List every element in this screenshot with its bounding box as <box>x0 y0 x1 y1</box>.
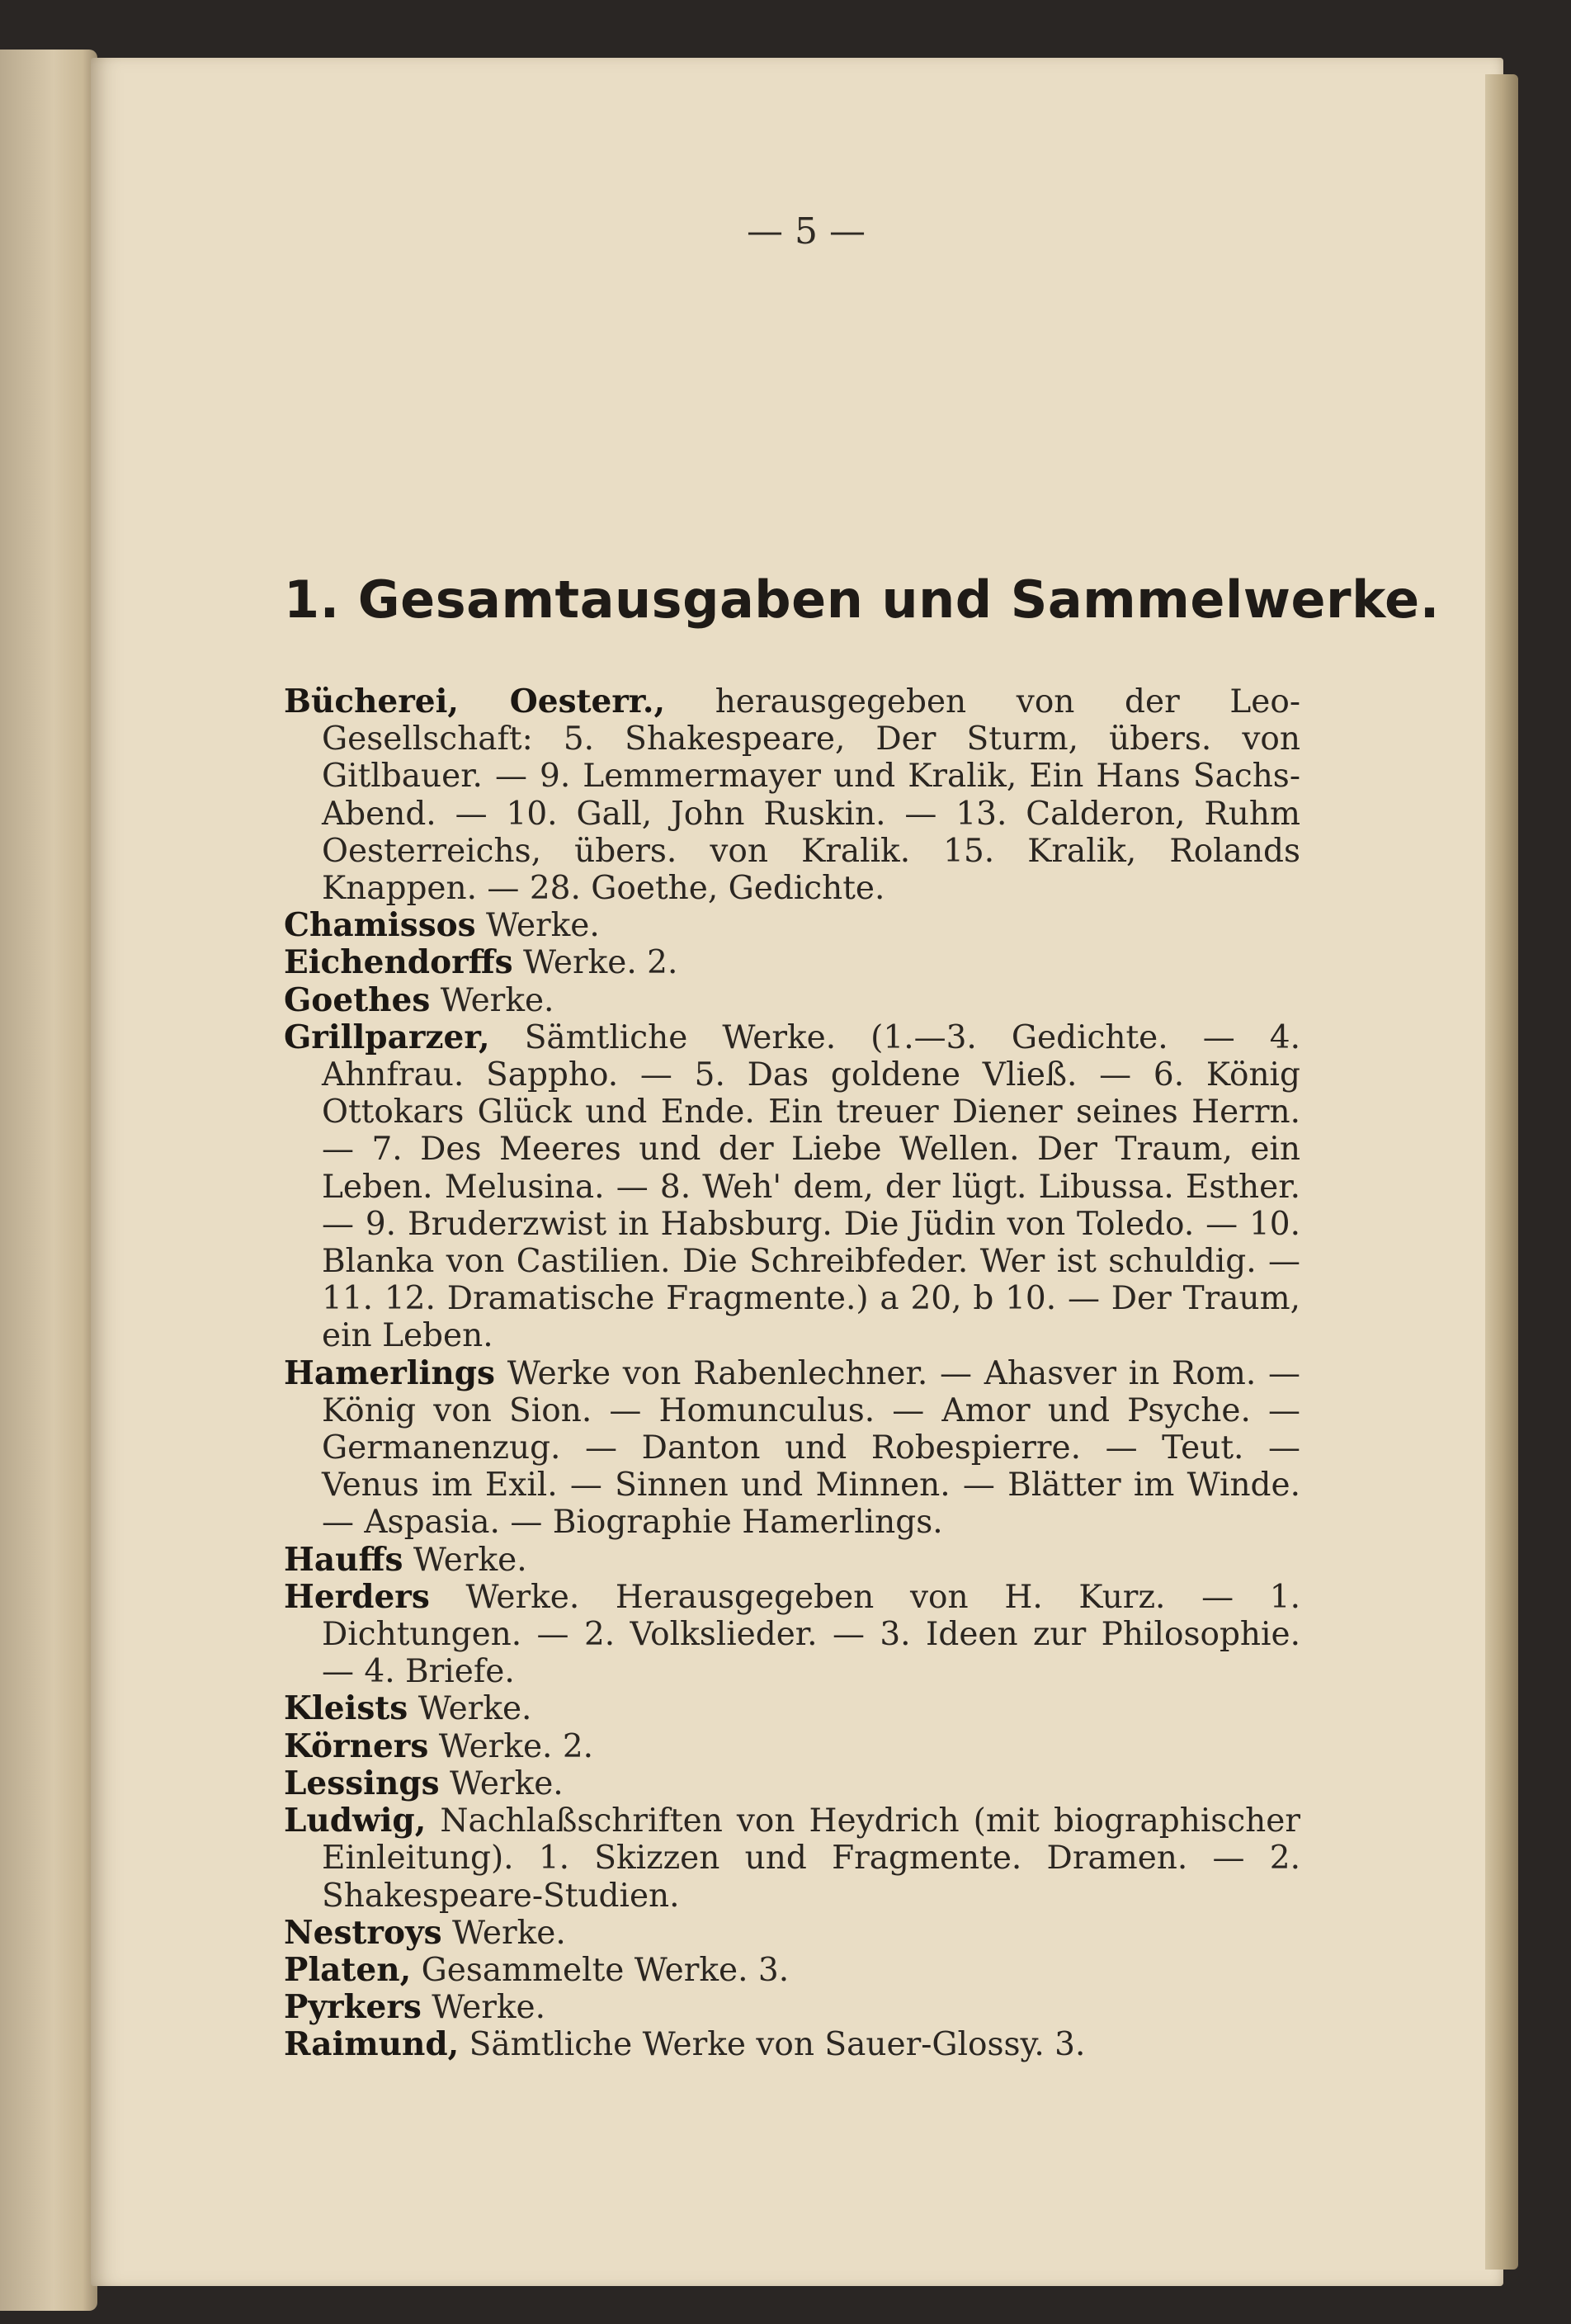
entry-head: Hauffs <box>284 1540 403 1579</box>
entry-text: Werke. Herausgegeben von H. Kurz. — 1. Dichtungen. — 2. Volkslieder. — 3. Ideen zur Philosophie. — 4. Briefe. <box>322 1578 1300 1691</box>
entry-text: Sämtliche Werke. (1.—3. Gedichte. — 4. Ahnfrau. Sappho. — 5. Das goldene Vließ. — 6. König Ottokars Glück und Ende. Ein treuer Diener seines Herrn. — 7. Des Meeres und der Liebe Wellen. Der Traum, ein Leben. Melusina. — 8. Weh' dem, der lügt. Libussa. Esther. — 9. Bruderzwist in Habsburg. Die Jüdin von Toledo. — 10. Blanka von Castilien. Die Schreibfeder. Wer ist schuldig. — 11. 12. Dramatische Fragmente.) a 20, b 10. — Der Traum, ein Leben. <box>322 1018 1300 1355</box>
entry-head: Nestroys <box>284 1913 442 1952</box>
entry-text: Werke. <box>413 1541 527 1579</box>
entry-head: Körners <box>284 1726 429 1765</box>
entry-list <box>284 683 1300 2064</box>
entry-ludwig <box>284 1802 1300 1915</box>
page-stack-edge <box>1485 74 1518 2270</box>
entry-head: Lessings <box>284 1764 440 1802</box>
entry-head: Ludwig, <box>284 1802 427 1840</box>
entry-raimund <box>284 2026 1300 2063</box>
entry-text: Werke. <box>486 907 600 945</box>
facing-page-edge <box>0 50 97 2311</box>
entry-eichendorffs <box>284 944 1300 981</box>
page-number: — 5 — <box>747 210 866 253</box>
entry-head: Goethes <box>284 980 431 1019</box>
entry-platen <box>284 1952 1300 1989</box>
entry-text: Werke. 2. <box>438 1727 594 1765</box>
entry-head: Raimund, <box>284 2025 460 2064</box>
entry-text: Nachlaßschriften von Heydrich (mit biographischer Einleitung). 1. Skizzen und Fragmente. Dramen. — 2. Shakespeare-Studien. <box>322 1802 1301 1915</box>
entry-text: Werke. <box>452 1914 566 1952</box>
entry-kleists <box>284 1690 1300 1727</box>
entry-nestroys <box>284 1915 1300 1952</box>
entry-pyrkers <box>284 1989 1300 2026</box>
entry-text: Werke. <box>440 981 554 1019</box>
entry-head: Platen, <box>284 1950 412 1989</box>
entry-text: herausgegeben von der Leo-Gesellschaft: 5. Shakespeare, Der Sturm, übers. von Gitlbauer. — 9. Lemmermayer und Kralik, Ein Hans Sachs-Abend. — 10. Gall, John Ruskin. — 13. Calderon, Ruhm Oesterreichs, übers. von Kralik. 15. Kralik, Rolands Knappen. — 28. Goethe, Gedichte. <box>322 683 1301 908</box>
entry-buecherei <box>284 683 1300 907</box>
entry-head: Hamerlings <box>284 1353 495 1392</box>
section-heading: 1. Gesamtausgaben und Sammelwerke. <box>284 569 1440 630</box>
entry-lessings <box>284 1765 1300 1802</box>
entry-head: Grillparzer, <box>284 1018 490 1056</box>
entry-hamerlings <box>284 1355 1300 1542</box>
entry-head: Kleists <box>284 1689 408 1728</box>
entry-text: Werke. <box>432 1989 546 2027</box>
entry-text: Gesammelte Werke. 3. <box>421 1951 790 1989</box>
entry-head: Herders <box>284 1577 430 1616</box>
entry-hauffs <box>284 1542 1300 1579</box>
entry-head: Chamissos <box>284 906 476 945</box>
entry-text: Werke. 2. <box>523 944 678 982</box>
entry-grillparzer <box>284 1019 1300 1355</box>
entry-herders <box>284 1579 1300 1691</box>
entry-text: Sämtliche Werke von Sauer-Glossy. 3. <box>469 2026 1086 2064</box>
entry-text: Werke. <box>449 1764 564 1802</box>
entry-head: Pyrkers <box>284 1988 422 2027</box>
entry-text: Werke. <box>418 1690 532 1728</box>
entry-head: Eichendorffs <box>284 943 513 982</box>
entry-goethes <box>284 982 1300 1019</box>
entry-text: Werke von Rabenlechner. — Ahasver in Rom. — König von Sion. — Homunculus. — Amor und Psyche. — Germanenzug. — Danton und Robespierre. — Teut. — Venus im Exil. — Sinnen und Minnen. — Blätter im Winde. — Aspasia. — Biographie Hamerlings. <box>322 1354 1300 1542</box>
entry-head: Bücherei, Oesterr., <box>284 683 666 720</box>
entry-chamissos <box>284 907 1300 944</box>
entry-koerners <box>284 1728 1300 1765</box>
